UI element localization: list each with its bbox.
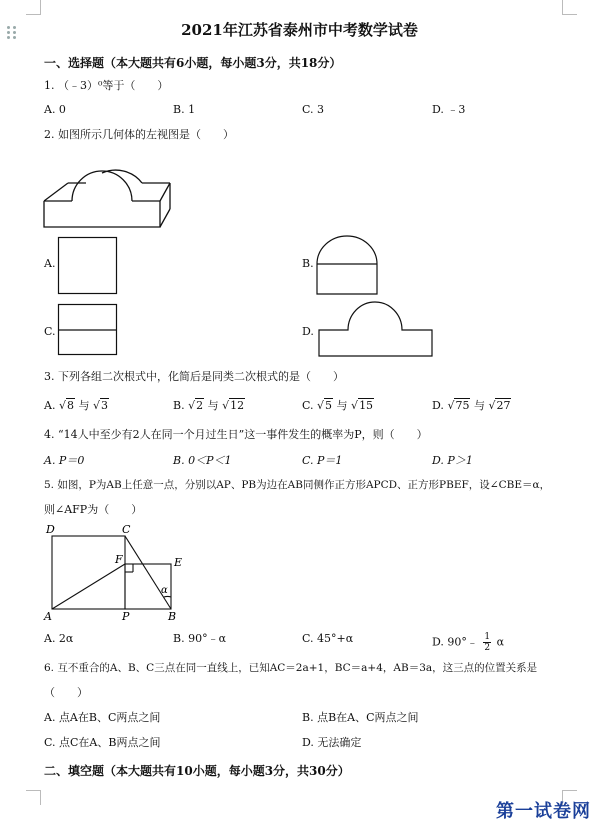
q5-option-d-suffix: α xyxy=(496,635,505,649)
radical-sign: √ xyxy=(447,399,455,412)
corner-mark-top-right xyxy=(562,0,577,15)
corner-mark-top-left xyxy=(26,0,41,15)
q5-option-d xyxy=(432,632,504,653)
q3-d-radicand-2: 27 xyxy=(496,399,511,412)
q3-c-radicand-1: 5 xyxy=(325,399,333,412)
q5-label-d: D xyxy=(46,523,55,536)
q4-option-c: C. P＝1 xyxy=(302,454,343,467)
q1-option-d: D. ﹣3 xyxy=(432,103,466,116)
q3-c-radicand-2: 15 xyxy=(359,399,374,412)
q1-option-c: C. 3 xyxy=(302,103,325,116)
q2-stem: 2. 如图所示几何体的左视图是（ ） xyxy=(44,128,234,141)
q3-option-b xyxy=(173,399,245,413)
q6-option-c: C. 点C在A、B两点之间 xyxy=(44,736,161,749)
q3-d-radicand-1: 75 xyxy=(455,399,470,412)
q5-label-b: B xyxy=(168,610,177,623)
q2-option-d-figure xyxy=(318,300,434,358)
q3-option-c-label: C. xyxy=(302,399,314,412)
q3-option-a xyxy=(44,399,109,413)
q3-b-conj: 与 xyxy=(207,399,219,412)
q6-option-b: B. 点B在A、C两点之间 xyxy=(302,711,419,724)
q3-option-c xyxy=(302,399,374,413)
q3-option-d-label: D. xyxy=(432,399,444,412)
q2-option-d-label: D. xyxy=(302,325,314,338)
q5-label-f: F xyxy=(115,553,123,566)
q2-option-b-label: B. xyxy=(302,257,314,270)
section-heading-fill-blank: 二、填空题（本大题共有10小题，每小题3分，共30分） xyxy=(44,764,350,778)
q5-label-a: A xyxy=(44,610,52,623)
q2-option-c-figure xyxy=(58,304,118,356)
q6-stem: 6. 互不重合的A、B、C三点在同一直线上，已知AC＝2a+1，BC＝a+4，AB＝3a，这三点的位置关系是 xyxy=(44,662,538,674)
radical-sign: √ xyxy=(188,399,196,412)
q5-label-alpha: α xyxy=(161,585,168,596)
radical-sign: √ xyxy=(351,399,359,412)
q3-option-a-label: A. xyxy=(44,399,56,412)
q3-b-radicand-2: 12 xyxy=(230,399,245,412)
q3-c-conj: 与 xyxy=(336,399,348,412)
q4-stem: 4. “14人中至少有2人在同一个月过生日”这一事件发生的概率为P，则（ ） xyxy=(44,428,428,441)
q4-option-b: B. 0＜P＜1 xyxy=(173,454,232,467)
q5-option-d-prefix: D. 90°﹣ xyxy=(432,635,478,649)
q6-option-a: A. 点A在B、C两点之间 xyxy=(44,711,161,724)
q3-a-radicand-1: 8 xyxy=(66,399,74,412)
q2-option-b-figure xyxy=(316,234,378,296)
q5-stem-line-1: 5. 如图，P为AB上任意一点，分别以AP、PB为边在AB同侧作正方形APCD、正方形PBEF，设∠CBE＝α， xyxy=(44,479,551,491)
q2-option-a-figure xyxy=(58,237,118,295)
q5-label-c: C xyxy=(122,523,131,536)
radical-sign: √ xyxy=(317,399,325,412)
q5-option-d-denominator: 2 xyxy=(484,643,491,653)
q2-option-c-label: C. xyxy=(44,325,56,338)
q3-a-conj: 与 xyxy=(78,399,90,412)
q5-stem-line-2: 则∠AFP为（ ） xyxy=(44,503,143,516)
q4-option-a: A. P＝0 xyxy=(44,454,85,467)
q5-label-p: P xyxy=(122,610,130,623)
corner-mark-bottom-left xyxy=(26,790,41,805)
q5-option-b: B. 90°﹣α xyxy=(173,632,227,645)
q6-option-d: D. 无法确定 xyxy=(302,736,362,749)
q3-option-d xyxy=(432,399,511,413)
q5-option-c: C. 45°+α xyxy=(302,632,354,645)
q6-paren: （ ） xyxy=(44,686,88,699)
q2-option-a-label: A. xyxy=(44,257,56,270)
q5-geometry-figure xyxy=(44,524,194,624)
radical-sign: √ xyxy=(488,399,496,412)
radical-sign: √ xyxy=(222,399,230,412)
q3-b-radicand-1: 2 xyxy=(196,399,204,412)
page-title: 2021年江苏省泰州市中考数学试卷 xyxy=(181,21,418,39)
q2-solid-figure xyxy=(40,145,180,230)
q5-option-d-numerator: 1 xyxy=(484,632,491,642)
q1-stem: 1. （﹣3）⁰等于（ ） xyxy=(44,79,169,92)
q3-d-conj: 与 xyxy=(473,399,485,412)
radical-sign: √ xyxy=(58,399,66,412)
q1-option-b: B. 1 xyxy=(173,103,196,116)
radical-sign: √ xyxy=(92,399,100,412)
q5-option-a: A. 2α xyxy=(44,632,74,645)
q3-option-b-label: B. xyxy=(173,399,185,412)
q5-label-e: E xyxy=(174,556,183,569)
watermark-logo: 第一试卷网 xyxy=(496,801,591,822)
q4-option-d: D. P＞1 xyxy=(432,454,473,467)
q3-stem: 3. 下列各组二次根式中，化简后是同类二次根式的是（ ） xyxy=(44,370,344,383)
section-heading-choice: 一、选择题（本大题共有6小题，每小题3分，共18分） xyxy=(44,56,342,70)
q3-a-radicand-2: 3 xyxy=(100,399,108,412)
q1-option-a: A. 0 xyxy=(44,103,66,116)
